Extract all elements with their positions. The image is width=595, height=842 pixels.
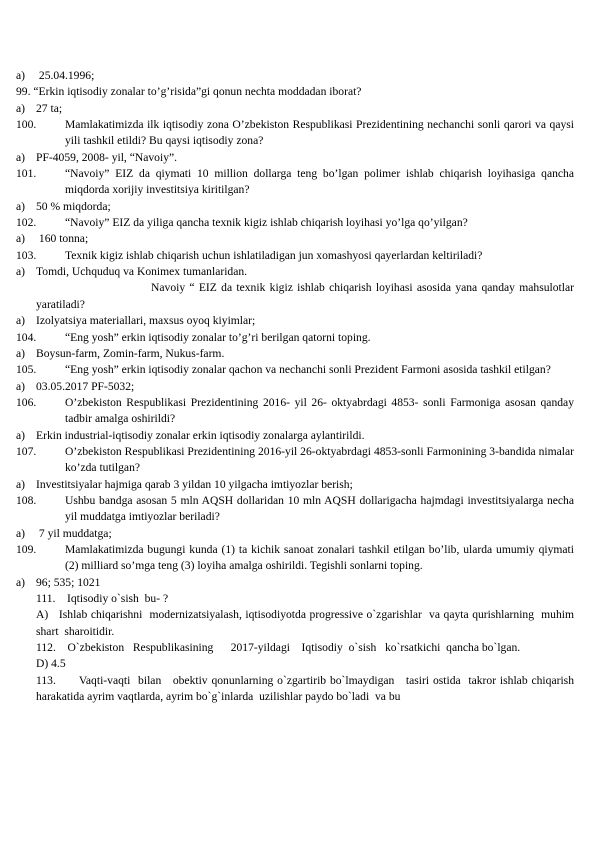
question-number: 103. — [16, 248, 37, 262]
question-102 — [16, 215, 574, 231]
answer-label: a) — [16, 428, 26, 442]
answer-112 — [16, 656, 574, 672]
question-text: “Navoiy” EIZ da qiymati 10 million dollarga teng bo’lgan polimer ishlab chiqarish loyihasiga qancha miqdorda xorijiy investitsiya kiritilgan? — [65, 167, 574, 197]
question-108 — [16, 493, 574, 526]
answer-label: a) — [16, 199, 26, 213]
answer-label: a) — [16, 101, 26, 115]
answer-text: 7 yil muddatga; — [36, 526, 112, 540]
answer-label: a) — [16, 265, 26, 279]
question-text: Ushbu bandga asosan 5 mln AQSH dollaridan 10 mln AQSH dollarigacha hajmdagi investitsiyalarga necha yil muddatga imtiyozlar beriladi? — [65, 493, 574, 524]
answer-line — [16, 379, 574, 395]
question-number: 107. — [16, 444, 37, 458]
answer-line — [16, 68, 574, 84]
answer-line — [16, 313, 574, 329]
question-text: “Eng yosh” erkin iqtisodiy zonalar to’g’ri berilgan qatorni toping. — [65, 330, 371, 344]
question-106 — [16, 395, 574, 428]
answer-label: a) — [16, 526, 26, 540]
answer-label: a) — [16, 477, 26, 491]
answer-label: a) — [16, 575, 26, 589]
question-113 — [16, 673, 580, 706]
answer-text: Boysun-farm, Zomin-farm, Nukus-farm. — [36, 346, 225, 360]
question-105 — [16, 362, 574, 378]
question-text: O’zbekiston Respublikasi Prezidentining 2016-yil 26-oktyabrdagi 4853-sonli Farmonining 3-bandida nimalar ko’zda tutilgan? — [65, 444, 574, 475]
answer-label: a) — [16, 232, 26, 246]
answer-text: Tomdi, Uchquduq va Konimex tumanlaridan. — [36, 265, 248, 279]
question-navoiy-products — [16, 280, 574, 313]
answer-line — [16, 150, 574, 166]
question-text: Mamlakatimizda bugungi kunda (1) ta kichik sanoat zonalari tashkil etilgan bo’lib, ularda umumiy qiymati (2) milliard so’mga teng (3) loyiha amalga oshirildi. Tegishli sonlarni toping. — [65, 542, 574, 573]
question-103 — [16, 248, 574, 264]
question-107 — [16, 444, 574, 477]
answer-text: Izolyatsiya materiallari, maxsus oyoq kiyimlar; — [36, 314, 256, 328]
answer-label: a) — [16, 379, 26, 393]
question-99: 99. “Erkin iqtisodiy zonalar to’g’risida”gi qonun nechta moddadan iborat? — [16, 85, 362, 99]
answer-line — [16, 264, 574, 280]
question-number: 102. — [16, 216, 37, 230]
question-text: 113. Vaqti-vaqti bilan obektiv qonunlarning o`zgartirib bo`lmaydigan tasiri ostida takror ishlab chiqarish harakatida ayrim vaqtlarda, ayrim bo`g`inlarda uzilishlar paydo bo`ladi va bu — [36, 673, 580, 704]
answer-label: a) — [16, 150, 26, 164]
answer-text: 96; 535; 1021 — [36, 575, 101, 589]
question-number: 101. — [16, 167, 37, 181]
answer-label: a) — [16, 69, 26, 82]
question-101 — [16, 166, 574, 199]
answer-text: 03.05.2017 PF-5032; — [36, 379, 135, 393]
answer-text: Erkin industrial-iqtisodiy zonalar erkin iqtisodiy zonalarga aylantirildi. — [36, 428, 365, 442]
answer-line — [16, 428, 574, 444]
question-text: 111. Iqtisodiy o`sish bu- ? — [36, 592, 169, 605]
answer-line — [16, 346, 574, 362]
question-text: “Navoiy” EIZ da yiliga qancha texnik kigiz ishlab chiqarish loyihasi yo’lga qo’yilgan? — [65, 216, 468, 230]
answer-line — [16, 575, 574, 591]
answer-text: 27 ta; — [36, 101, 63, 115]
question-text: O’zbekiston Respublikasi Prezidentining 2016- yil 26- oktyabrdagi 4853- sonli Farmoniga asosan qanday tadbir amalga oshirildi? — [65, 395, 574, 426]
question-text: Texnik kigiz ishlab chiqarish uchun ishlatiladigan jun xomashyosi qayerlardan keltiriladi? — [65, 248, 483, 262]
answer-line — [16, 477, 574, 493]
question-number: 106. — [16, 395, 37, 409]
document-page — [16, 68, 580, 705]
answer-text: D) 4.5 — [36, 657, 66, 671]
answer-line — [16, 101, 574, 117]
answer-label: a) — [16, 314, 26, 328]
question-text: Mamlakatimizda ilk iqtisodiy zona O’zbekiston Respublikasi Prezidentining nechanchi sonli qarori va qaysi yili tashkil etildi? Bu qaysi iqtisodiy zona? — [65, 118, 574, 148]
question-text: Navoiy “ EIZ da texnik kigiz ishlab chiqarish loyihasi asosida yana qanday mahsulotlar yaratiladi? — [36, 281, 574, 311]
answer-label: a) — [16, 346, 26, 360]
question-text: 112. O`zbekiston Respublikasining 2017-yildagi Iqtisodiy o`sish ko`rsatkichi qancha bo`lgan. — [36, 641, 521, 655]
question-number: 109. — [16, 542, 37, 556]
answer-text: 50 % miqdorda; — [36, 199, 111, 213]
question-number: 105. — [16, 363, 37, 377]
answer-line — [16, 199, 574, 215]
answer-text: Investitsiyalar hajmiga qarab 3 yildan 10 yilgacha imtiyozlar berish; — [36, 477, 353, 491]
question-111 — [16, 591, 574, 607]
answer-line — [16, 526, 574, 542]
answer-111 — [16, 607, 580, 640]
question-number: 104. — [16, 330, 37, 344]
question-text: “Eng yosh” erkin iqtisodiy zonalar qachon va nechanchi sonli Prezident Farmoni asosida tashkil etilgan? — [65, 363, 551, 377]
question-100 — [16, 117, 574, 150]
answer-text: 160 tonna; — [36, 232, 89, 246]
answer-text: PF-4059, 2008- yil, “Navoiy”. — [36, 150, 178, 164]
answer-text: 25.04.1996; — [36, 69, 95, 82]
answer-text: A) Ishlab chiqarishni modernizatsiyalash, iqtisodiyotda progressive o`zgarishlar va qayta qurishlarning muhim shart sharoitidir. — [36, 608, 580, 638]
question-number: 108. — [16, 493, 37, 507]
answer-line — [16, 231, 574, 247]
question-109 — [16, 542, 574, 575]
question-number: 100. — [16, 118, 37, 132]
question-112 — [16, 640, 574, 656]
question-104 — [16, 330, 574, 346]
